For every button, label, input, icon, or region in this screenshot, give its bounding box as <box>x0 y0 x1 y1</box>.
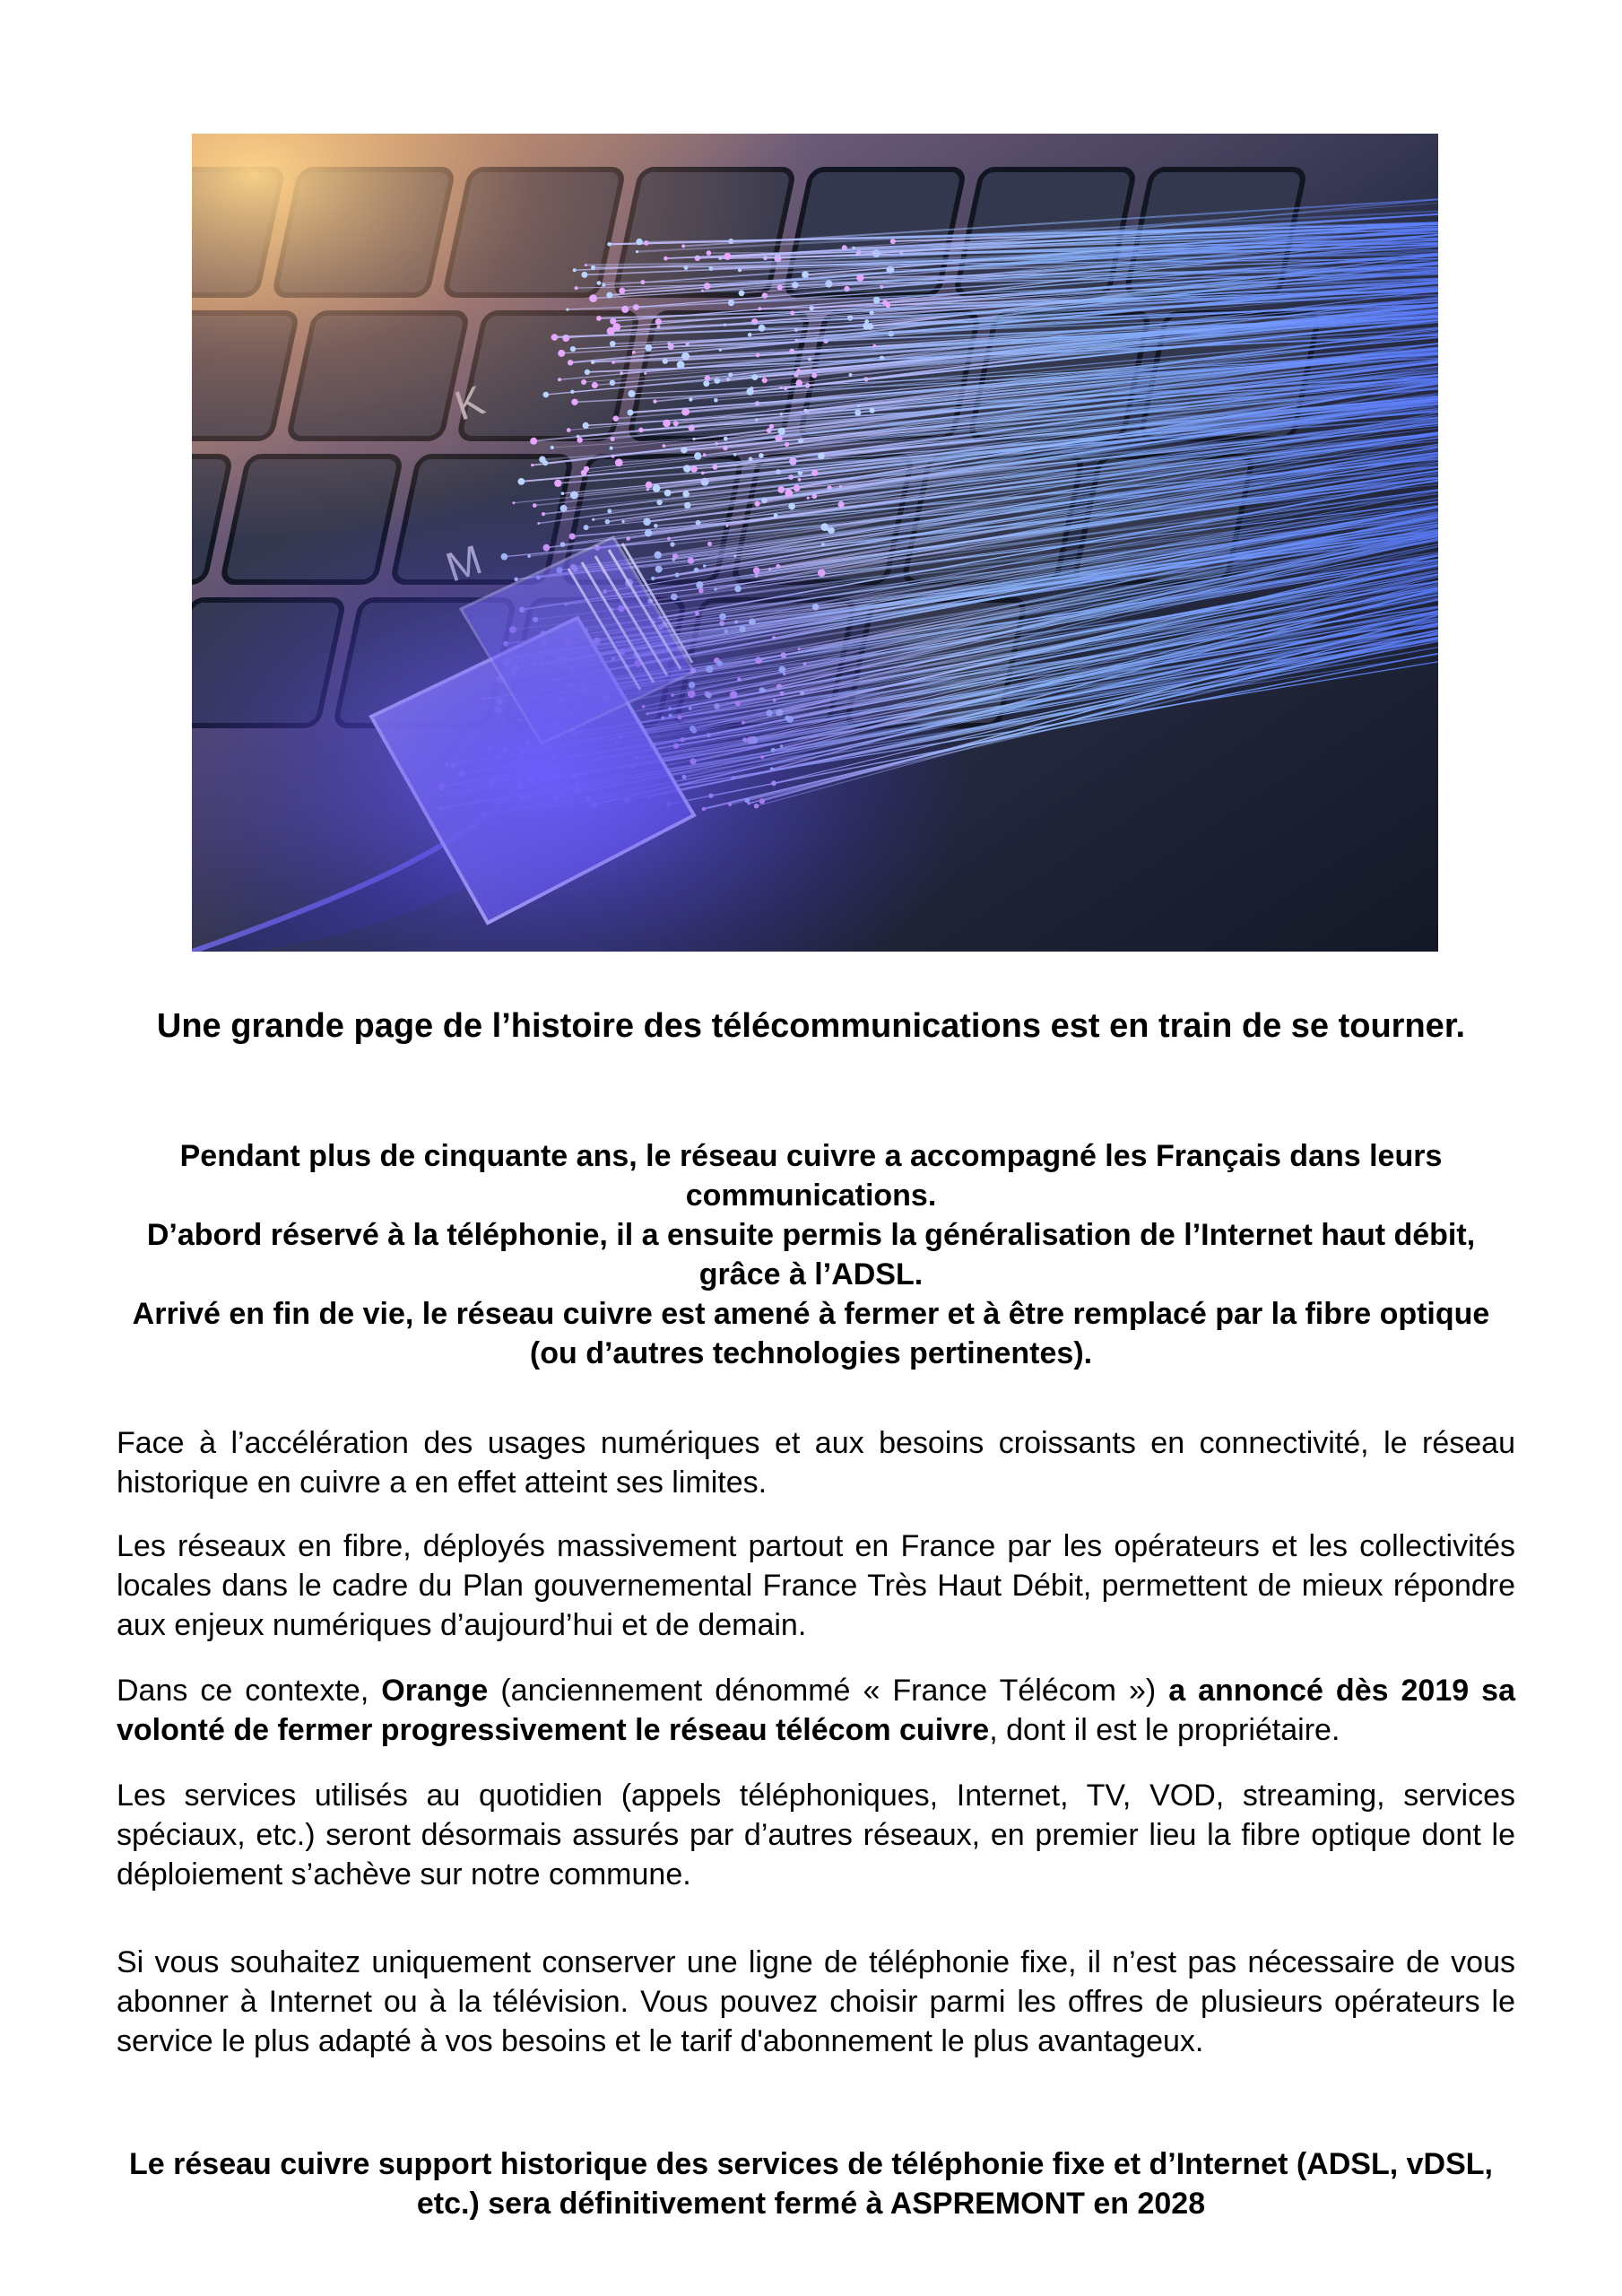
orange-name: Orange <box>381 1674 489 1708</box>
paragraph-orange-announcement <box>117 1671 1515 1750</box>
paragraph-usages: Face à l’accélération des usages numériques et aux besoins croissants en connectivité, le réseau historique en cuivre a en effet atteint ses limites. <box>117 1426 1515 1500</box>
intro-line-2: D’abord réservé à la téléphonie, il a ensuite permis la généralisation de l’Internet haut débit, grâce à l’ADSL. <box>146 1218 1476 1292</box>
paragraph-telephonie-fixe: Si vous souhaitez uniquement conserver une ligne de téléphonie fixe, il n’est pas nécessaire de vous abonner à Internet ou à la télévision. Vous pouvez choisir parmi les offres de plusieurs opérateurs le service le plus adapté à vos besoins et le tarif d'abonnement le plus avantageux. <box>117 1945 1515 2058</box>
paragraph-reseaux-fibre: Les réseaux en fibre, déployés massivement partout en France par les opérateurs et les collectivités locales dans le cadre du Plan gouvernemental France Très Haut Débit, permettent de mieux répondre aux enjeux numériques d’aujourd’hui et de demain. <box>117 1529 1515 1642</box>
paragraph-services: Les services utilisés au quotidien (appels téléphoniques, Internet, TV, VOD, streaming, services spéciaux, etc.) seront désormais assurés par d’autres réseaux, en premier lieu la fibre optique dont le déploiement s’achève sur notre commune. <box>117 1779 1515 1892</box>
intro-line-3: Arrivé en fin de vie, le réseau cuivre est amené à fermer et à être remplacé par la fibre optique (ou d’autres technologies pertinentes). <box>132 1297 1490 1370</box>
p3-middle: (anciennement dénommé « France Télécom ») <box>488 1674 1169 1708</box>
p3-before: Dans ce contexte, <box>117 1674 382 1708</box>
orange-announcement: a annoncé dès 2019 sa volonté de fermer progressivement le réseau télécom cuivre <box>117 1674 1515 1747</box>
closing-statement: Le réseau cuivre support historique des services de téléphonie fixe et d’Internet (ADSL, vDSL, etc.) sera définitivement fermé à ASPREMONT en 2028 <box>129 2147 1493 2221</box>
intro-block <box>108 1136 1514 1373</box>
fiber-optic-keyboard-image <box>192 134 1438 952</box>
page-title: Une grande page de l’histoire des télécommunications est en train de se tourner. <box>156 1007 1466 1045</box>
hero-illustration <box>192 134 1438 952</box>
intro-line-1: Pendant plus de cinquante ans, le réseau cuivre a accompagné les Français dans leurs communications. <box>179 1139 1443 1213</box>
p3-after: , dont il est le propriétaire. <box>989 1713 1340 1747</box>
